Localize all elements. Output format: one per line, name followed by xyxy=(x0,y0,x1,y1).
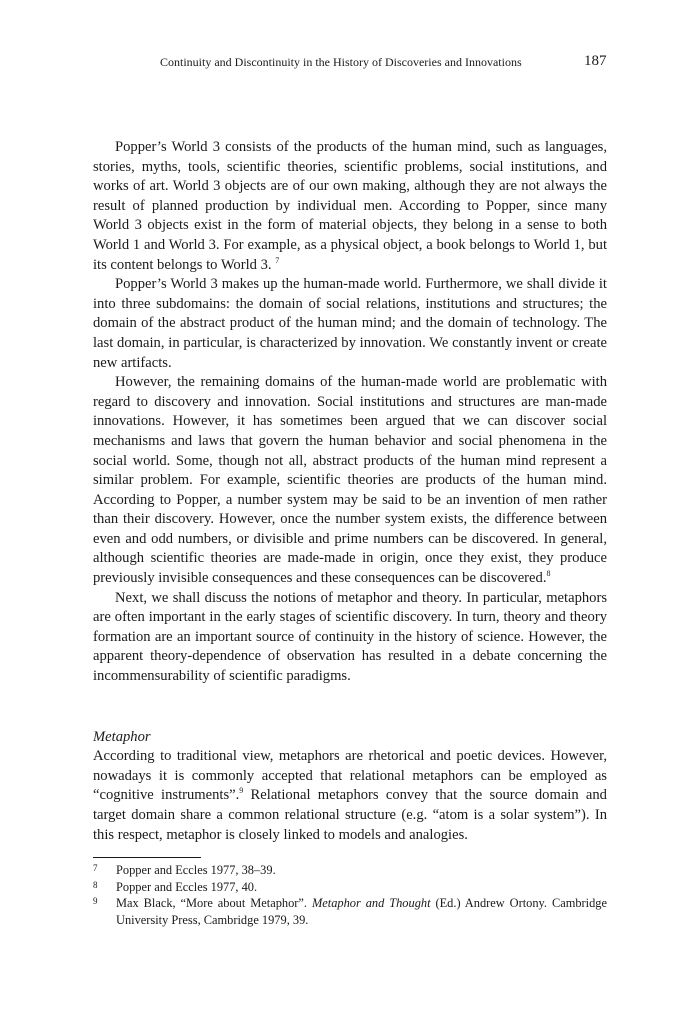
footnote-rule xyxy=(93,857,201,858)
footnotes xyxy=(93,862,607,928)
footnote-text: (Ed.) Andrew Ortony. Cambridge University Press, Cambridge 1979, 39. xyxy=(116,896,608,927)
paragraph-text: Popper’s World 3 makes up the human-made world. Furthermore, we shall divide it into three subdomains: the domain of social relations, institutions and structures; the domain of the abstract product of the human mind; and the domain of technology. The last domain, in particular, is characterized by innovation. We constantly invent or create new artifacts. xyxy=(93,276,607,371)
footnote-mark: 7 xyxy=(93,863,98,873)
footnote xyxy=(93,895,607,928)
paragraph xyxy=(93,589,607,687)
footnote-text: Popper and Eccles 1977, 38–39. xyxy=(116,863,276,877)
footnote-title: Metaphor and Thought xyxy=(311,896,431,911)
paragraph xyxy=(93,373,607,589)
paragraph xyxy=(93,275,607,373)
paragraph-text: Popper’s World 3 consists of the products of the human mind, such as languages, stories, myths, tools, scientific theories, scientific problems, social institutions, and works of art. World 3 objects are of our own making, although they are not always the result of planned production by individual men. According to Popper, since many World 3 objects exist in the form of material objects, they belong in a sense to both World 1 and World 3. For example, as a physical object, a book belongs to World 1, but its content belongs to World 3. xyxy=(93,139,607,273)
paragraph-text: Relational metaphors convey that the source domain and target domain share a common relational structure (e.g. “atom is a solar system”). In this respect, metaphor is closely linked to models and analogies. xyxy=(93,787,607,843)
footnote xyxy=(93,879,607,896)
paragraph xyxy=(93,138,607,275)
body-text xyxy=(93,138,607,845)
paragraph-text: According to traditional view, metaphors are rhetorical and poetic devices. However, nowadays it is commonly accepted that relational metaphors can be employed as “cognitive instruments”. xyxy=(93,748,607,804)
paragraph-text: However, the remaining domains of the human-made world are problematic with regard to discovery and innovation. Social institutions and structures are man-made innovations. However, it has sometimes been argued that we can discover social mechanisms and laws that govern the human behavior and social phenomena in the social world. Some, though not all, abstract products of the human mind represent a similar problem. For example, scientific theories are products of the human mind. According to Popper, a number system may be said to be an invention of men rather than their discovery. However, once the number system exists, the difference between even and odd numbers, or divisible and prime numbers can be discovered. In general, although scientific theories are made-made in origin, once they exist, they produce previously invisible consequences and these consequences can be discovered. xyxy=(93,374,607,587)
section-paragraph xyxy=(93,747,607,845)
footnote xyxy=(93,862,607,879)
footnote-text: Popper and Eccles 1977, 40. xyxy=(116,879,258,894)
footnote-reference: 8 xyxy=(546,569,551,579)
footnote-text: Max Black, “More about Metaphor”. xyxy=(116,896,312,911)
footnote-mark: 8 xyxy=(93,879,98,890)
page-number: 187 xyxy=(584,53,607,69)
footnote-mark: 9 xyxy=(93,896,98,907)
running-head: Continuity and Discontinuity in the History of Discoveries and Innovations xyxy=(160,55,522,69)
footnote-reference: 9 xyxy=(239,786,244,796)
section-heading: Metaphor xyxy=(93,728,151,745)
footnote-reference: 7 xyxy=(275,255,280,265)
paragraph-text: Next, we shall discuss the notions of metaphor and theory. In particular, metaphors are often important in the early stages of scientific discovery. In turn, theory and theory formation are an important source of continuity in the history of science. However, the apparent theory-dependence of observation has resulted in a debate concerning the incommensurability of scientific paradigms. xyxy=(93,589,607,685)
